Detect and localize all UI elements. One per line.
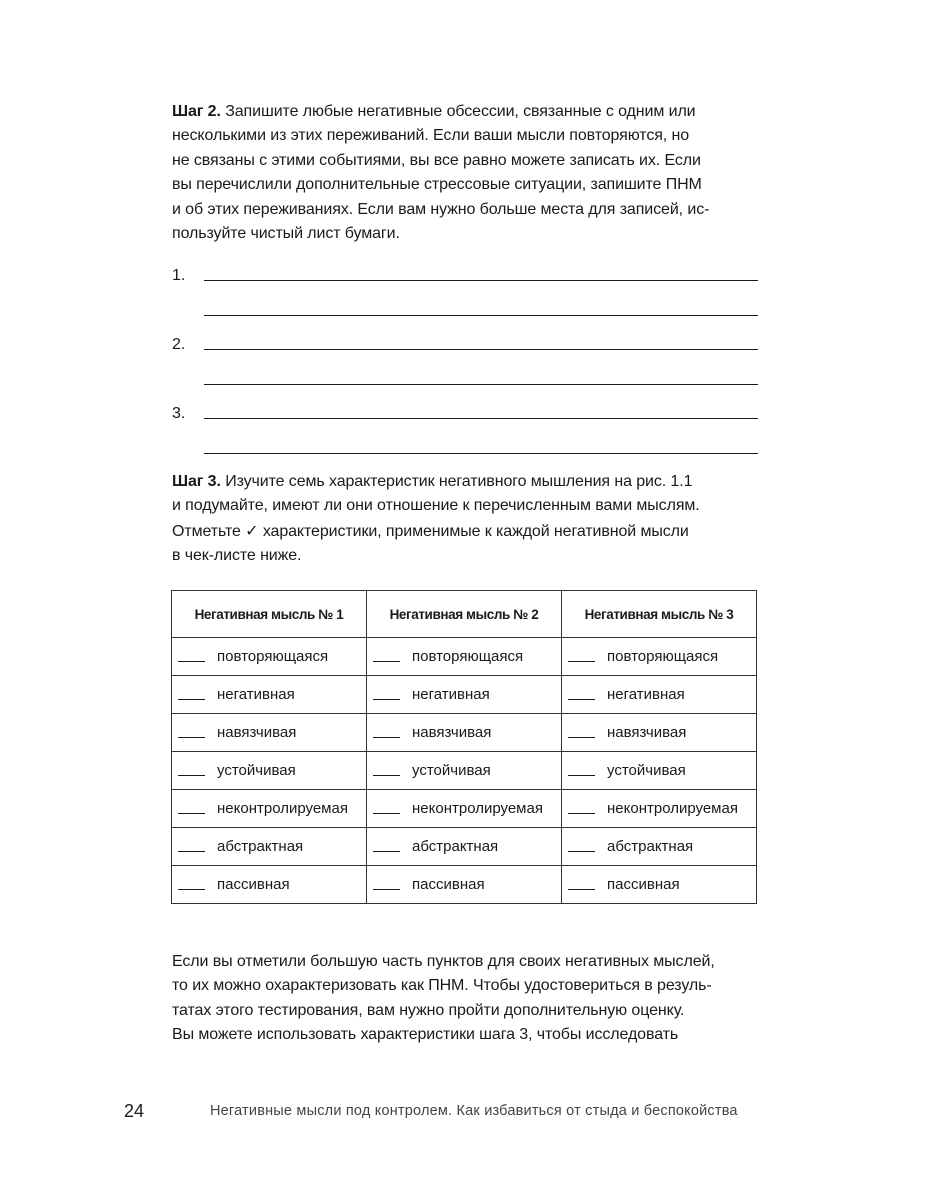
check-blank[interactable] xyxy=(568,803,595,814)
check-blank[interactable] xyxy=(373,727,400,738)
conclusion-line-1: Если вы отметили большую часть пунктов для своих негативных мыслей, xyxy=(172,953,715,970)
step3-line-3-end: характеристики, применимые к каждой негативной мысли xyxy=(258,522,689,540)
check-blank[interactable] xyxy=(568,765,595,776)
blank-line xyxy=(204,384,758,385)
characteristic-label: устойчивая xyxy=(607,762,686,779)
characteristic-label: навязчивая xyxy=(217,724,297,741)
characteristic-label: устойчивая xyxy=(217,762,296,779)
running-footer-title: Негативные мысли под контролем. Как избавиться от стыда и беспокойства xyxy=(210,1103,738,1119)
answer-line-1 xyxy=(172,264,758,288)
check-blank[interactable] xyxy=(178,727,205,738)
characteristic-label: пассивная xyxy=(217,876,290,893)
characteristic-label: устойчивая xyxy=(412,762,491,779)
characteristic-label: повторяющаяся xyxy=(217,648,329,665)
conclusion-paragraph xyxy=(172,950,758,1048)
check-blank[interactable] xyxy=(178,803,205,814)
check-blank[interactable] xyxy=(373,689,400,700)
table-row xyxy=(172,828,757,866)
step3-line-2: и подумайте, имеют ли они отношение к перечисленным вами мыслям. xyxy=(172,497,700,515)
checklist-cell xyxy=(367,714,562,752)
page-number: 24 xyxy=(124,1101,145,1121)
answer-line-3 xyxy=(172,402,758,426)
step3-line-4: в чек-листе ниже. xyxy=(172,547,302,565)
checklist-cell xyxy=(562,714,757,752)
step2-paragraph xyxy=(172,100,758,246)
blank-line xyxy=(204,453,758,454)
header-thought-2: Негативная мысль № 2 xyxy=(367,591,562,638)
table-header-row xyxy=(172,591,757,638)
check-blank[interactable] xyxy=(373,803,400,814)
step2-line-1: Запишите любые негативные обсессии, связанные с одним или xyxy=(220,103,696,120)
characteristic-label: абстрактная xyxy=(412,838,499,855)
check-blank[interactable] xyxy=(568,879,595,890)
checklist-cell xyxy=(172,866,367,904)
checkmark-icon: ✓ xyxy=(245,520,259,540)
step3-line-3-start: Отметьте xyxy=(172,522,246,540)
answer-line-2 xyxy=(172,333,758,357)
conclusion-line-4: Вы можете использовать характеристики шага 3, чтобы исследовать xyxy=(172,1026,679,1044)
checklist-cell xyxy=(172,676,367,714)
blank-line xyxy=(204,349,758,350)
step2-line-6: пользуйте чистый лист бумаги. xyxy=(172,225,400,243)
step2-line-4: вы перечислили дополнительные стрессовые ситуации, запишите ПНМ xyxy=(172,176,702,194)
table-row xyxy=(172,676,757,714)
checklist-table xyxy=(171,590,757,904)
table-row xyxy=(172,638,757,676)
characteristic-label: повторяющаяся xyxy=(607,648,719,665)
answer-number: 1. xyxy=(172,267,186,284)
conclusion-line-2: то их можно охарактеризовать как ПНМ. Чтобы удостовериться в резуль- xyxy=(172,977,712,995)
check-blank[interactable] xyxy=(373,765,400,776)
check-blank[interactable] xyxy=(178,765,205,776)
characteristic-label: повторяющаяся xyxy=(412,648,524,665)
step3-paragraph xyxy=(172,470,758,569)
check-blank[interactable] xyxy=(178,651,205,662)
checklist-cell xyxy=(562,790,757,828)
check-blank[interactable] xyxy=(178,841,205,852)
blank-line xyxy=(204,418,758,419)
checklist-cell xyxy=(367,638,562,676)
characteristic-label: негативная xyxy=(217,686,295,703)
checklist-cell xyxy=(367,790,562,828)
characteristic-label: навязчивая xyxy=(607,724,687,741)
header-thought-1: Негативная мысль № 1 xyxy=(172,591,367,638)
characteristic-label: негативная xyxy=(607,686,685,703)
characteristic-label: неконтролируемая xyxy=(607,800,738,817)
header-thought-3: Негативная мысль № 3 xyxy=(562,591,757,638)
checklist-cell xyxy=(172,638,367,676)
characteristic-label: неконтролируемая xyxy=(412,800,543,817)
checklist-cell xyxy=(367,866,562,904)
checklist-cell xyxy=(367,752,562,790)
answer-line-3b xyxy=(172,437,758,461)
characteristic-label: пассивная xyxy=(412,876,485,893)
checklist-cell xyxy=(172,714,367,752)
check-blank[interactable] xyxy=(568,689,595,700)
answer-line-1b xyxy=(172,299,758,323)
check-blank[interactable] xyxy=(178,689,205,700)
characteristic-label: неконтролируемая xyxy=(217,800,348,817)
checklist-cell xyxy=(562,866,757,904)
answer-line-2b xyxy=(172,368,758,392)
checklist-cell xyxy=(562,752,757,790)
blank-line xyxy=(204,280,758,281)
table-row xyxy=(172,714,757,752)
answer-number: 3. xyxy=(172,405,186,422)
checklist-cell xyxy=(172,790,367,828)
checklist-cell xyxy=(367,676,562,714)
step2-line-3: не связаны с этими событиями, вы все равно можете записать их. Если xyxy=(172,151,701,169)
checklist-cell xyxy=(172,752,367,790)
checklist-cell xyxy=(172,828,367,866)
check-blank[interactable] xyxy=(178,879,205,890)
characteristic-label: пассивная xyxy=(607,876,680,893)
blank-line xyxy=(204,315,758,316)
check-blank[interactable] xyxy=(373,651,400,662)
check-blank[interactable] xyxy=(373,841,400,852)
check-blank[interactable] xyxy=(568,841,595,852)
table-row xyxy=(172,866,757,904)
check-blank[interactable] xyxy=(373,879,400,890)
checklist-cell xyxy=(367,828,562,866)
characteristic-label: абстрактная xyxy=(607,838,694,855)
step2-line-5: и об этих переживаниях. Если вам нужно больше места для записей, ис- xyxy=(172,200,710,218)
checklist-cell xyxy=(562,828,757,866)
table-row xyxy=(172,752,757,790)
characteristic-label: негативная xyxy=(412,686,490,703)
conclusion-line-3: татах этого тестирования, вам нужно пройти дополнительную оценку. xyxy=(172,1001,685,1019)
characteristic-label: навязчивая xyxy=(412,724,492,741)
checklist-cell xyxy=(562,676,757,714)
check-blank[interactable] xyxy=(568,651,595,662)
check-blank[interactable] xyxy=(568,727,595,738)
characteristic-label: абстрактная xyxy=(217,838,304,855)
checklist-cell xyxy=(562,638,757,676)
step3-label: Шаг 3. xyxy=(172,473,221,490)
step2-label: Шаг 2. xyxy=(172,103,221,120)
table-row xyxy=(172,790,757,828)
checklist-body xyxy=(172,638,757,904)
answer-number: 2. xyxy=(172,336,186,353)
step2-line-2: несколькими из этих переживаний. Если ваши мысли повторяются, но xyxy=(172,127,690,145)
step3-line-1: Изучите семь характеристик негативного мышления на рис. 1.1 xyxy=(220,473,693,490)
